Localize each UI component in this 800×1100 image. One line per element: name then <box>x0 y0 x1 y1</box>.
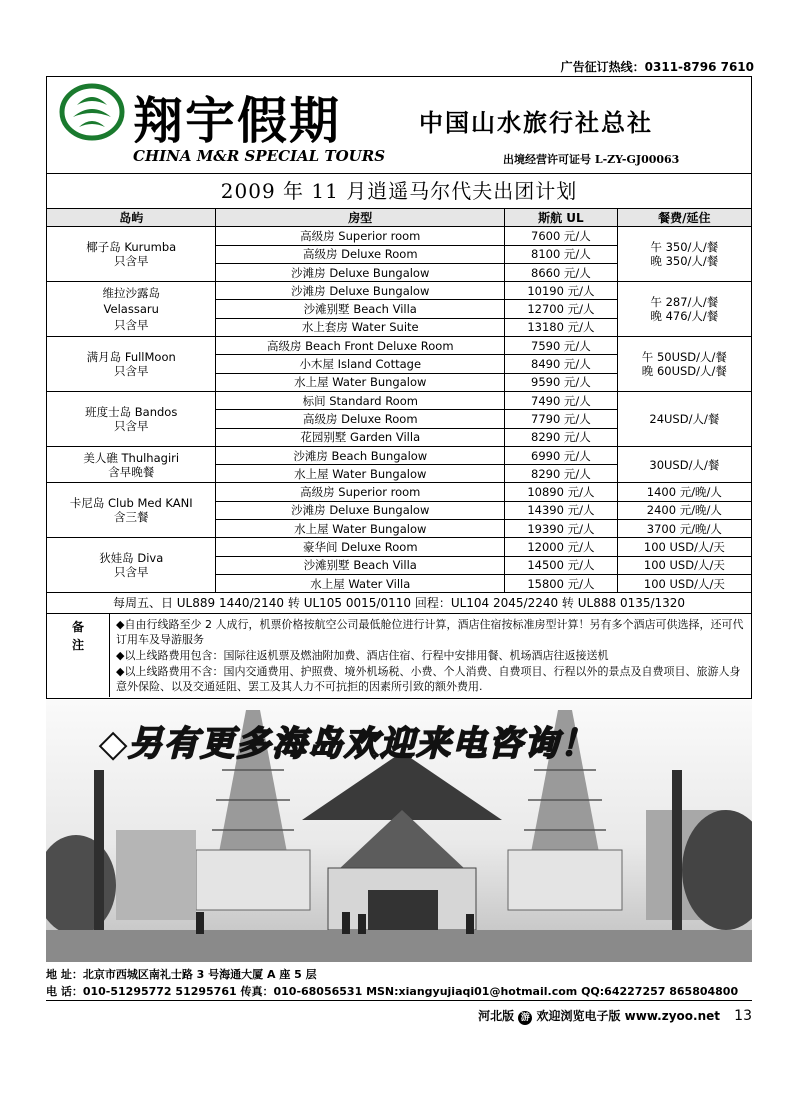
price: 14390 元/人 <box>505 501 618 519</box>
promo-banner: ◆另有更多海岛欢迎来电咨询！ <box>100 724 597 764</box>
island-cell: 狄娃岛 Diva 只含早 <box>47 538 216 593</box>
table-row <box>47 483 751 501</box>
price: 12000 元/人 <box>505 538 618 556</box>
notes-section <box>47 614 751 697</box>
room-type: 水上屋 Water Bungalow <box>216 373 505 391</box>
column-header: 房型 <box>216 209 505 227</box>
room-type: 沙滩房 Beach Bungalow <box>216 446 505 464</box>
note-item: ◆自由行线路至少 2 人成行，机票价格按航空公司最低舱位进行计算，酒店住宿按标准房型计算！另有多个酒店可供选择，还可代订用车及导游服务 <box>116 618 744 647</box>
table-row <box>47 391 751 409</box>
island-cell: 满月岛 FullMoon 只含早 <box>47 337 216 392</box>
column-header: 餐费/延住 <box>617 209 751 227</box>
note-item: ◆以上线路费用不含：国内交通费用、护照费、境外机场税、小费、个人消费、自费项目、行程以外的景点及自费项目、旅游人身意外保险、以及交通延阻、罢工及其人力不可抗拒的因素所引致的额外费用. <box>116 665 741 694</box>
note-item: ◆以上线路费用包含：国际往返机票及燃油附加费、酒店住宿、行程中安排用餐、机场酒店往返接送机 <box>116 649 609 663</box>
price: 10190 元/人 <box>505 282 618 300</box>
phone-line: 电 话：010-51295772 51295761 传真：010-68056531 MSN:xiangyujiaqi01@hotmail.com QQ:64227257 865804800 <box>46 985 739 998</box>
meal-cell: 午 287/人/餐 晚 476/人/餐 <box>617 282 751 337</box>
table-row <box>47 446 751 464</box>
price: 14500 元/人 <box>505 556 618 574</box>
meal-cell: 2400 元/晚/人 <box>617 501 751 519</box>
page-number: 13 <box>734 1008 752 1024</box>
meal-cell: 午 50USD/人/餐 晚 60USD/人/餐 <box>617 337 751 392</box>
edition-label: 河北版 <box>478 1009 515 1023</box>
ad-hotline: 广告征订热线：0311-8796 7610 <box>560 60 754 74</box>
price: 7790 元/人 <box>505 410 618 428</box>
price: 8290 元/人 <box>505 428 618 446</box>
agency-name: 中国山水旅行社总社 <box>419 109 653 137</box>
license-number: 出境经营许可证号 L-ZY-GJ00063 <box>503 153 680 166</box>
room-type: 小木屋 Island Cottage <box>216 355 505 373</box>
table-row <box>47 227 751 245</box>
room-type: 沙滩房 Deluxe Bungalow <box>216 501 505 519</box>
temple-photo <box>46 700 752 962</box>
price: 8290 元/人 <box>505 465 618 483</box>
room-type: 沙滩房 Deluxe Bungalow <box>216 282 505 300</box>
price: 8660 元/人 <box>505 263 618 281</box>
price: 15800 元/人 <box>505 574 618 592</box>
room-type: 水上屋 Water Villa <box>216 574 505 592</box>
notes-label: 备 注 <box>47 614 110 697</box>
price: 7600 元/人 <box>505 227 618 245</box>
island-cell: 卡尼岛 Club Med KANI 含三餐 <box>47 483 216 538</box>
meal-cell: 100 USD/人/天 <box>617 538 751 556</box>
header <box>47 77 751 174</box>
tour-flyer <box>46 76 752 699</box>
room-type: 水上屋 Water Bungalow <box>216 465 505 483</box>
room-type: 高级房 Superior room <box>216 483 505 501</box>
footer <box>46 1000 752 1025</box>
notes-body <box>110 614 751 697</box>
table-row <box>47 538 751 556</box>
meal-cell: 24USD/人/餐 <box>617 391 751 446</box>
company-logo-icon <box>59 83 125 141</box>
price: 8490 元/人 <box>505 355 618 373</box>
room-type: 水上套房 Water Suite <box>216 318 505 336</box>
room-type: 水上屋 Water Bungalow <box>216 520 505 538</box>
flight-schedule: 每周五、日 UL889 1440/2140 转 UL105 0015/0110 回程：UL104 2045/2240 转 UL888 0135/1320 <box>47 593 751 614</box>
room-type: 沙滩别墅 Beach Villa <box>216 300 505 318</box>
room-type: 标间 Standard Room <box>216 391 505 409</box>
price: 9590 元/人 <box>505 373 618 391</box>
price: 10890 元/人 <box>505 483 618 501</box>
meal-cell: 1400 元/晚/人 <box>617 483 751 501</box>
brand-english: CHINA M&R SPECIAL TOURS <box>133 147 386 165</box>
island-cell: 椰子岛 Kurumba 只含早 <box>47 227 216 282</box>
room-type: 高级房 Deluxe Room <box>216 245 505 263</box>
island-cell: 美人礁 Thulhagiri 含早晚餐 <box>47 446 216 483</box>
room-type: 沙滩房 Deluxe Bungalow <box>216 263 505 281</box>
room-type: 高级房 Deluxe Room <box>216 410 505 428</box>
meal-cell: 100 USD/人/天 <box>617 556 751 574</box>
island-cell: 班度士岛 Bandos 只含早 <box>47 391 216 446</box>
price: 19390 元/人 <box>505 520 618 538</box>
address: 地 址：北京市西城区南礼士路 3 号海通大厦 A 座 5 层 <box>46 968 317 981</box>
price: 6990 元/人 <box>505 446 618 464</box>
room-type: 豪华间 Deluxe Room <box>216 538 505 556</box>
price: 8100 元/人 <box>505 245 618 263</box>
meal-cell: 30USD/人/餐 <box>617 446 751 483</box>
table-row <box>47 337 751 355</box>
website-text: 欢迎浏览电子版 www.zyoo.net <box>536 1009 720 1023</box>
room-type: 花园别墅 Garden Villa <box>216 428 505 446</box>
contact-info <box>46 966 738 1000</box>
edition-badge-icon: 游 <box>518 1011 532 1025</box>
rate-table <box>47 209 751 593</box>
room-type: 高级房 Superior room <box>216 227 505 245</box>
price: 12700 元/人 <box>505 300 618 318</box>
meal-cell: 午 350/人/餐 晚 350/人/餐 <box>617 227 751 282</box>
brand-name: 翔宇假期 <box>133 91 341 150</box>
price: 7490 元/人 <box>505 391 618 409</box>
meal-cell: 3700 元/晚/人 <box>617 520 751 538</box>
room-type: 沙滩别墅 Beach Villa <box>216 556 505 574</box>
room-type: 高级房 Beach Front Deluxe Room <box>216 337 505 355</box>
price: 7590 元/人 <box>505 337 618 355</box>
price: 13180 元/人 <box>505 318 618 336</box>
column-header: 岛屿 <box>47 209 216 227</box>
table-row <box>47 282 751 300</box>
column-header: 斯航 UL <box>505 209 618 227</box>
meal-cell: 100 USD/人/天 <box>617 574 751 592</box>
island-cell: 维拉沙露岛 Velassaru 只含早 <box>47 282 216 337</box>
table-header-row <box>47 209 751 227</box>
plan-title: 2009 年 11 月逍遥马尔代夫出团计划 <box>47 174 751 209</box>
